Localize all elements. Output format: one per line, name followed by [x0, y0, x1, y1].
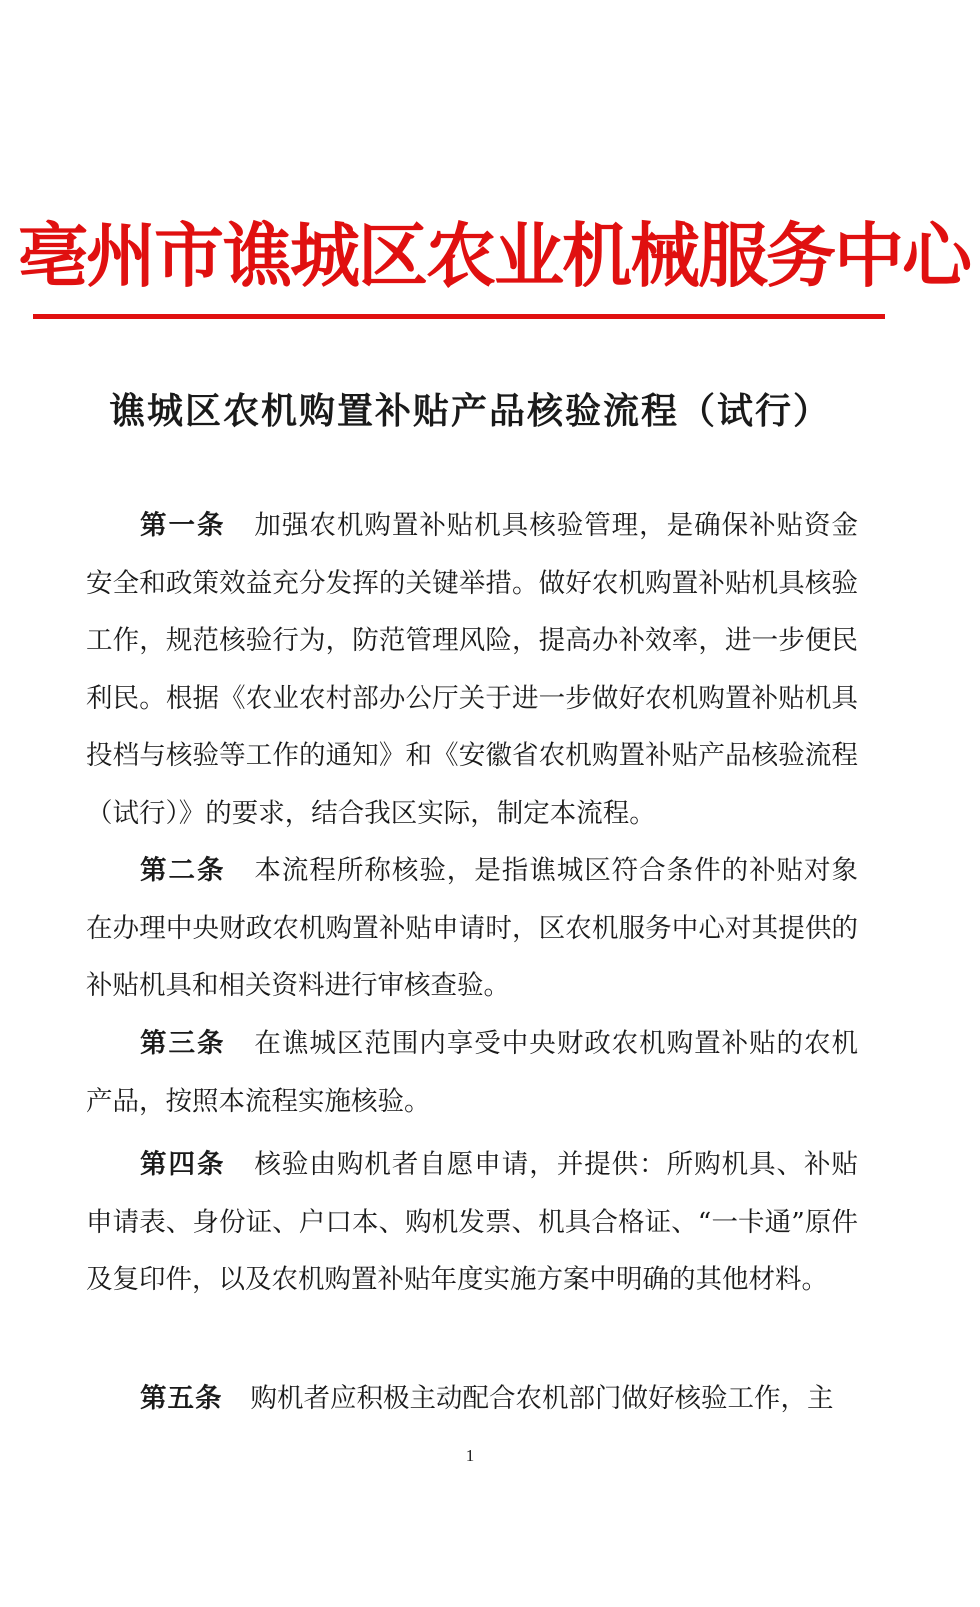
article-label: 第一条 [140, 510, 226, 541]
document-title: 谯城区农机购置补贴产品核验流程（试行） [108, 391, 831, 432]
article-text: 核验由购机者自愿申请，并提供：所购机具、补贴申请表、身份证、户口本、购机发票、机具合格证、“一卡通”原件及复印件，以及农机购置补贴年度实施方案中明确的其他材料。 [86, 1149, 859, 1296]
article-label: 第三条 [140, 1028, 226, 1059]
article-label: 第五条 [140, 1383, 223, 1414]
article-text: 在谯城区范围内享受中央财政农机购置补贴的农机产品，按照本流程实施核验。 [86, 1028, 859, 1117]
article-label: 第四条 [140, 1149, 226, 1180]
article-text: 加强农机购置补贴机具核验管理，是确保补贴资金安全和政策效益充分发挥的关键举措。做好农机购置补贴机具核验工作，规范核验行为，防范管理风险，提高办补效率，进一步便民利民。根据《农业农村部办公厅关于进一步做好农机购置补贴机具投档与核验等工作的通知》和《安徽省农机购置补贴产品核验流程（试行）》的要求，结合我区实际，制定本流程。 [86, 510, 859, 829]
article-1 [86, 497, 858, 843]
letterhead-org-name: 亳州市谯城区农业机械服务中心 [18, 215, 970, 297]
article-label: 第二条 [140, 855, 226, 886]
article-5 [86, 1370, 858, 1428]
article-2 [86, 842, 858, 1015]
article-text: 本流程所称核验，是指谯城区符合条件的补贴对象在办理中央财政农机购置补贴申请时，区农机服务中心对其提供的补贴机具和相关资料进行审核查验。 [86, 855, 859, 1002]
article-3 [86, 1015, 858, 1130]
article-4 [86, 1136, 858, 1309]
letterhead-red-rule [33, 314, 885, 319]
article-text: 购机者应积极主动配合农机部门做好核验工作，主 [250, 1383, 834, 1414]
page-number: 1 [465, 1446, 475, 1465]
